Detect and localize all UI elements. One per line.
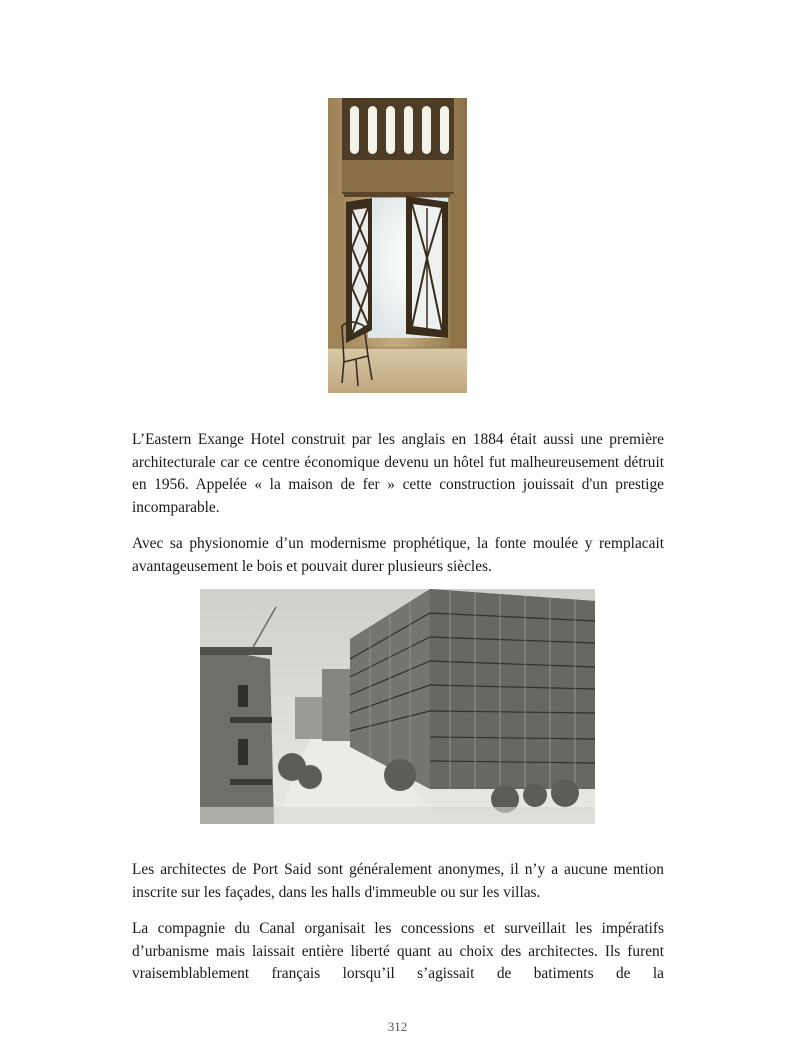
- street-illustration: [200, 589, 595, 824]
- street-building-photo: [200, 589, 595, 824]
- paragraph-canal-company: La compagnie du Canal organisait les concessions et surveillait les impératifs d’urbanisme mais laissait entière liberté quant au choix des architectes. Ils furent vraisemblablement français lorsqu’il s’agissait de batiments de la: [132, 920, 664, 982]
- paragraph-eastern-exchange: L’Eastern Exange Hotel construit par les anglais en 1884 était aussi une première architecturale car ce centre économique devenu un hôtel fut malheureusement détruit en 1956. Appelée « la maison de fer » cette construction jouissait d'un prestige incomparable.: [132, 431, 664, 516]
- interior-doorway-photo: [328, 98, 467, 393]
- page-number: 312: [387, 1019, 408, 1034]
- paragraph-cast-iron: Avec sa physionomie d’un modernisme prophétique, la fonte moulée y remplacait avantageusement le bois et pouvait durer plusieurs siècles.: [132, 535, 664, 575]
- doorway-illustration: [328, 98, 467, 393]
- paragraph-architects-anonymous: Les architectes de Port Said sont généralement anonymes, il n’y a aucune mention inscrite sur les façades, dans les halls d'immeuble ou sur les villas.: [132, 861, 664, 901]
